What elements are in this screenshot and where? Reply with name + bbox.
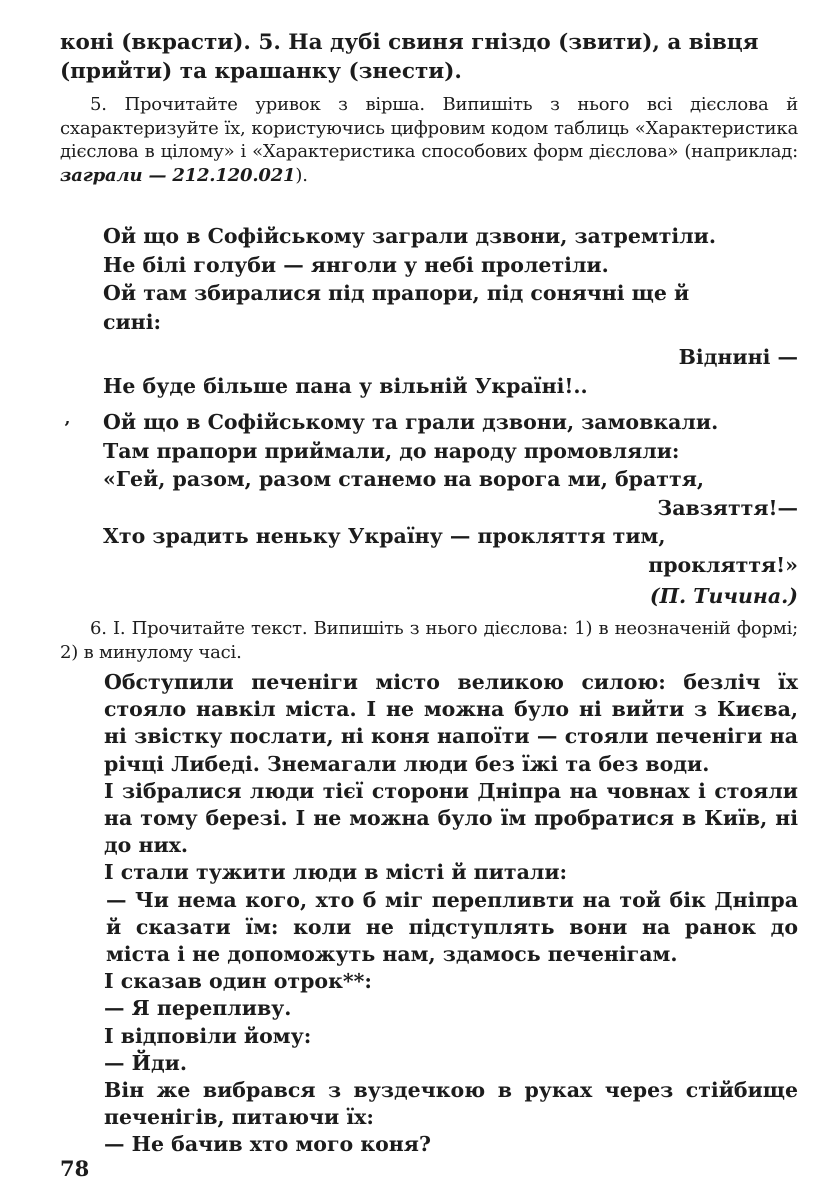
top-text (60, 28, 798, 86)
prose-paragraph: Він же вибрався з вуздечкою в руках через стійбище печенігів, питаючи їх: (104, 1078, 798, 1130)
poem-line-right: прокляття!» (648, 552, 798, 577)
poem-line: Там прапори приймали, до народу промовляли: (103, 438, 680, 463)
task-5-text: 5. Прочитайте уривок з вірша. Випишіть з нього всі дієслова й схарактеризуйте їх, користуючись цифровим кодом таблиць «Характеристика дієслова в цілому» і «Характеристика способових форм дієслова» (наприклад: (60, 94, 798, 162)
prose-paragraph: — Йди. (104, 1050, 188, 1075)
poem-author: (П. Тичина.) (649, 584, 798, 608)
poem-line: Не буде більше пана у вільній Україні!.. (103, 373, 588, 398)
prose-paragraph: І стали тужити люди в місті й питали: (104, 860, 568, 885)
poem-line: сині: (103, 309, 162, 334)
task-5-end: ). (295, 164, 308, 186)
top-line-2: (прийти) та крашанку (знести). (60, 59, 462, 84)
poem-line: Не білі голуби — янголи у небі пролетіли. (103, 252, 609, 277)
task-5 (60, 93, 798, 187)
task-6-text: 6. І. Прочитайте текст. Випишіть з нього дієслова: 1) в неозначеній формі; 2) в минулому часі. (60, 618, 798, 663)
prose-paragraph: І зібралися люди тієї сторони Дніпра на човнах і стояли на тому березі. І не можна було їм пробратися в Київ, ні до них. (104, 778, 798, 858)
margin-mark: ’ (64, 418, 71, 439)
poem-stanza-2 (103, 408, 798, 611)
poem-line: «Гей, разом, разом станемо на ворога ми, браття, (103, 467, 704, 491)
task-6 (60, 617, 798, 664)
prose-paragraph: І сказав один отрок**: (104, 969, 372, 994)
poem-line: Ой там збиралися під прапори, під сонячні ще й (103, 281, 690, 305)
poem-line: Ой що в Софійському та грали дзвони, замовкали. (103, 410, 719, 434)
task-5-example: заграли — 212.120.021 (60, 164, 296, 186)
poem-stanza-1 (103, 222, 798, 400)
poem-line: Ой що в Софійському заграли дзвони, затремтіли. (103, 224, 717, 248)
prose-paragraph: І відповіли йому: (104, 1023, 312, 1048)
prose-paragraph: Обступили печеніги місто великою силою: безліч їх стояло навкіл міста. І не можна було ні вийти з Києва, ні звістку послати, ні коня напоїти — стояли печеніги на річці Либеді. Знемагали люди без їжі та без води. (104, 670, 798, 776)
prose-paragraph: — Не бачив хто мого коня? (104, 1132, 431, 1157)
prose-paragraph: — Я перепливу. (104, 996, 292, 1021)
poem-line: Хто зрадить неньку Україну — прокляття тим, (103, 524, 666, 548)
prose-text (60, 669, 798, 1159)
prose-paragraph: — Чи нема кого, хто б міг перепливти на той бік Дніпра й сказати їм: коли не підступлять вони на ранок до міста і не допоможуть нам, здамось печенігам. (106, 887, 798, 967)
top-line-1: коні (вкрасти). 5. На дубі свиня гніздо (звити), а вівця (60, 30, 759, 55)
poem-line-right: Завзяття!— (657, 495, 798, 520)
page-number: 78 (60, 1156, 90, 1181)
poem-line-right: Віднині — (678, 345, 798, 369)
